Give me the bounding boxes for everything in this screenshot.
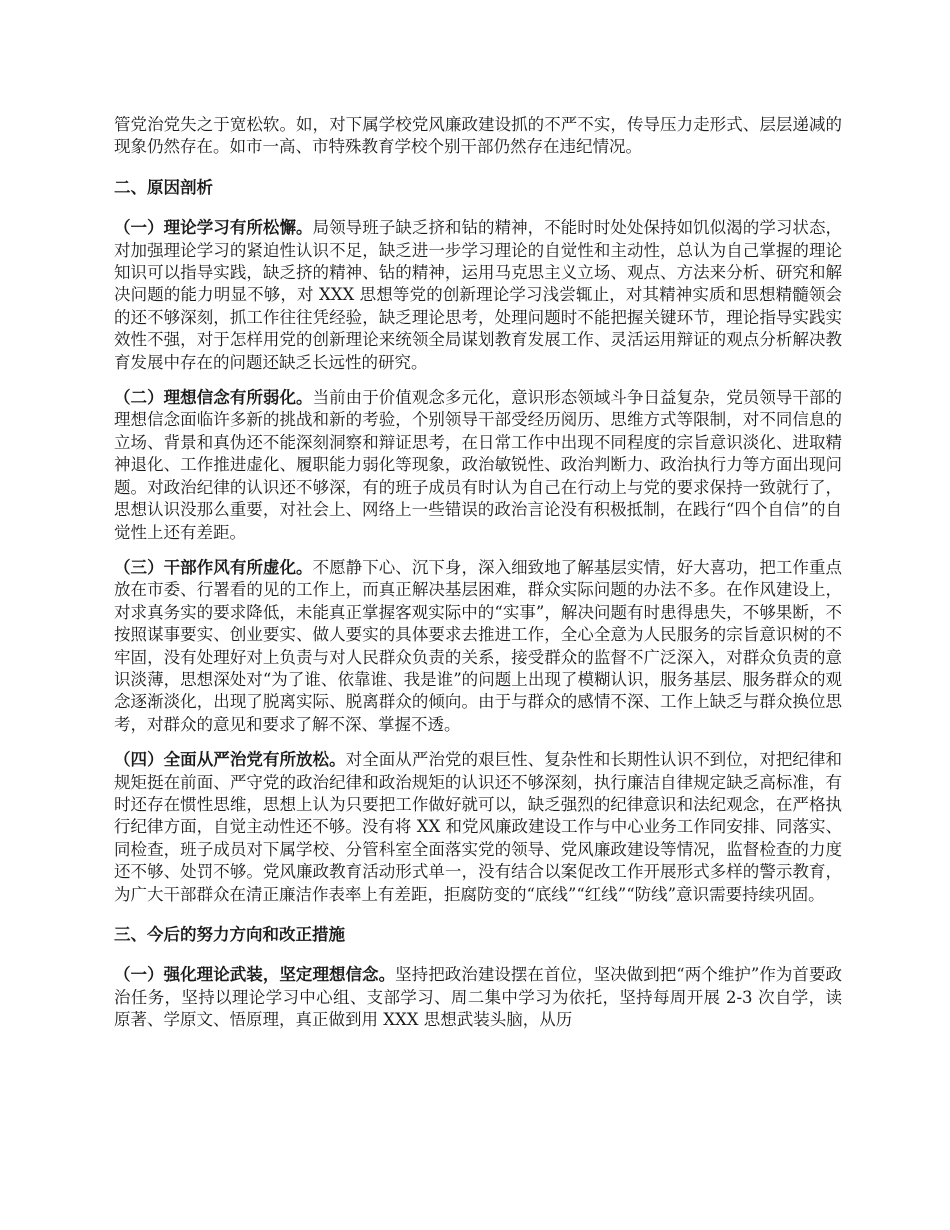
paragraph-lead: （二）理想信念有所弱化。: [114, 388, 313, 408]
paragraph-ideals-faith: [114, 387, 842, 544]
paragraph-body: 当前由于价值观念多元化，意识形态领域斗争日益复杂，党员领导干部的理想信念面临许多新的挑战和新的考验，个别领导干部受经历阅历、思维方式等限制，对不同信息的立场、背景和真伪还不能深刻洞察和辩证思考，在日常工作中出现不同程度的宗旨意识淡化、进取精神退化、工作推进虚化、履职能力弱化等现象，政治敏锐性、政治判断力、政治执行力等方面出现问题。对政治纪律的认识还不够深，有的班子成员有时认为自己在行动上与党的要求保持一致就行了，思想认识没那么重要，对社会上、网络上一些错误的政治言论没有积极抵制，在践行“四个自信”的自觉性上还有差距。: [114, 388, 843, 542]
paragraph-body: 坚持把政治建设摆在首位，坚决做到把“两个维护”作为首要政治任务，坚持以理论学习中心组、支部学习、周二集中学习为依托，坚持每周开展 2-3 次自学，读原著、学原文、悟原理，真正做到用 XXX 思想武装头脑，从历: [114, 965, 843, 1030]
paragraph-strengthen-theory: [114, 964, 842, 1031]
paragraph-party-governance: [114, 749, 842, 906]
paragraph-body: 不愿静下心、沉下身，深入细致地了解基层实情，好大喜功，把工作重点放在市委、行署看的见的工作上，而真正解决基层困难，群众实际问题的办法不多。在作风建设上，对求真务实的要求降低，未能真正掌握客观实际中的“实事”，解决问题有时患得患失，不够果断，不按照谋事要实、创业要实、做人要实的具体要求去推进工作，全心全意为人民服务的宗旨意识树的不牢固，没有处理好对上负责与对人民群众负责的关系，接受群众的监督不广泛深入，对群众负责的意识淡薄，思想深处对“为了谁、依靠谁、我是谁”的问题上出现了模糊认识，服务基层、服务群众的观念逐渐淡化，出现了脱离实际、脱离群众的倾向。由于与群众的感情不深、工作上缺乏与群众换位思考，对群众的意见和要求了解不深、掌握不透。: [114, 557, 843, 734]
paragraph-cadre-style: [114, 557, 842, 736]
section-heading-measures: 三、今后的努力方向和改正措施: [114, 925, 345, 944]
paragraph-lead: （一）理论学习有所松懈。: [114, 218, 313, 238]
intro-paragraph: 管党治党失之于宽松软。如，对下属学校党风廉政建设抓的不严不实，传导压力走形式、层层递减的现象仍然存在。如市一高、市特殊教育学校个别干部仍然存在违纪情况。: [114, 115, 842, 157]
document-page: [114, 114, 842, 1032]
paragraph-theory-study: [114, 217, 842, 374]
paragraph-lead: （四）全面从严治党有所放松。: [114, 750, 346, 770]
paragraph-lead: （三）干部作风有所虚化。: [114, 557, 313, 577]
paragraph-body: 对全面从严治党的艰巨性、复杂性和长期性认识不到位，对把纪律和规矩挺在前面、严守党的政治纪律和政治规矩的认识还不够深刻，执行廉洁自律规定缺乏高标准，有时还存在惯性思维，思想上认为只要把工作做好就可以，缺乏强烈的纪律意识和法纪观念，在严格执行纪律方面，自觉主动性还不够。没有将 XX 和党风廉政建设工作与中心业务工作同安排、同落实、同检查，班子成员对下属学校、分管科室全面落实党的领导、党风廉政建设等情况，监督检查的力度还不够、处罚不够。党风廉政教育活动形式单一，没有结合以案促改工作开展形式多样的警示教育，为广大干部群众在清正廉洁作表率上有差距，拒腐防变的“底线”“红线”“防线”意识需要持续巩固。: [114, 750, 843, 904]
section-heading-cause-analysis: 二、原因剖析: [114, 177, 213, 197]
paragraph-body: 局领导班子缺乏挤和钻的精神，不能时时处处保持如饥似渴的学习状态，对加强理论学习的紧迫性认识不足，缺乏进一步学习理论的自觉性和主动性，总认为自己掌握的理论知识可以指导实践，缺乏挤的精神、钻的精神，运用马克思主义立场、观点、方法来分析、研究和解决问题的能力明显不够，对 XXX 思想等党的创新理论学习浅尝辄止，对其精神实质和思想精髓领会的还不够深刻，抓工作往往凭经验，缺乏理论思考，处理问题时不能把握关键环节，理论指导实践实效性不强，对于怎样用党的创新理论来统领全局谋划教育发展工作、灵活运用辩证的观点分析解决教育发展中存在的问题还缺乏长远性的研究。: [114, 218, 843, 372]
paragraph-lead: （一）强化理论武装，坚定理想信念。: [114, 965, 396, 985]
